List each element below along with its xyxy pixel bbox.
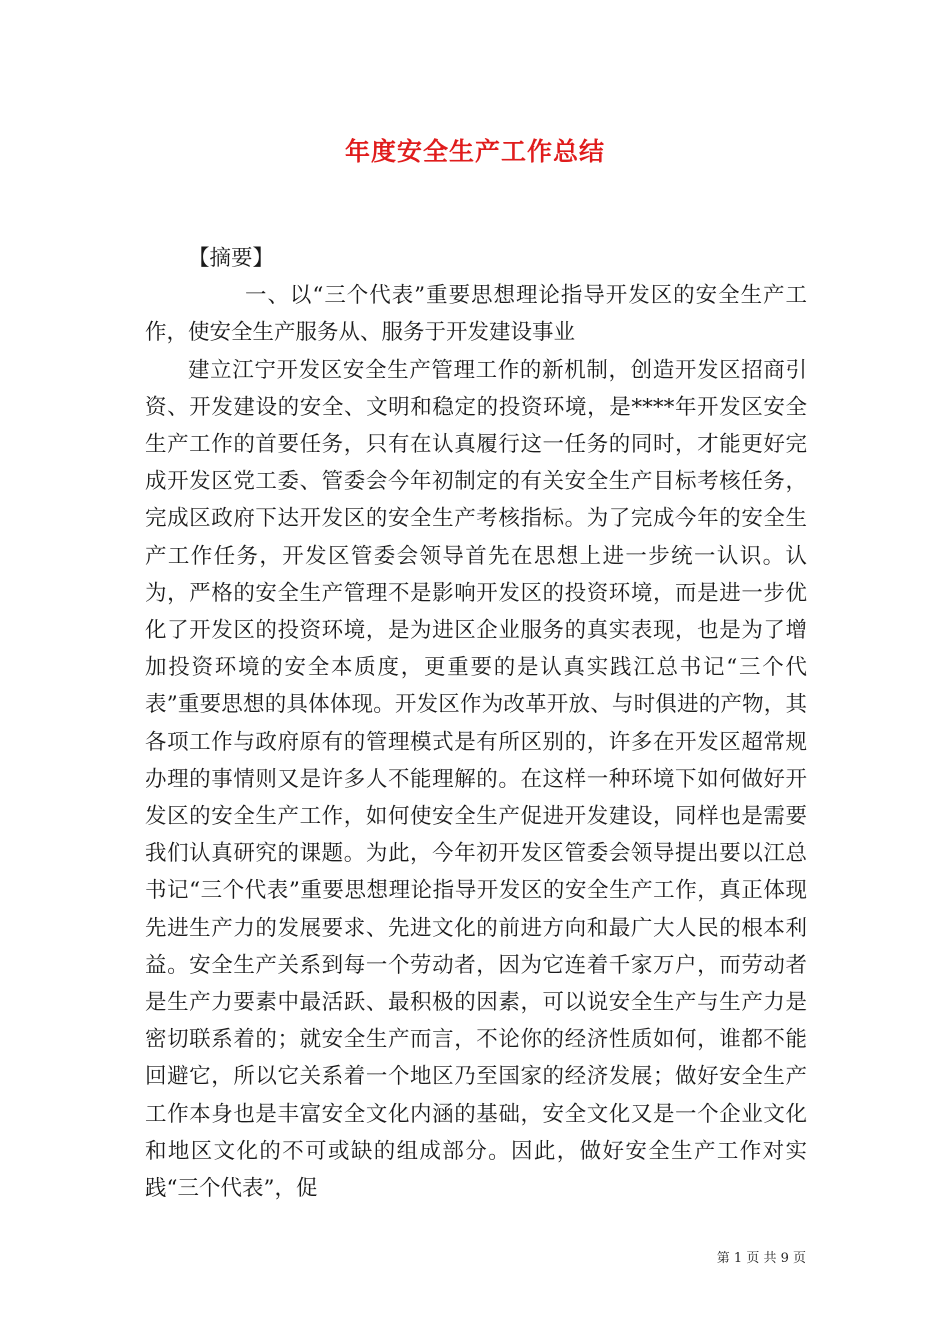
abstract-label: 【摘要】 — [188, 246, 275, 271]
document-title: 年度安全生产工作总结 — [344, 137, 605, 166]
section-heading: 一、以“三个代表”重要思想理论指导开发区的安全生产工作，使安全生产服务从、服务于开发建设事业 — [145, 283, 807, 346]
page-number: 第 1 页 共 9 页 — [716, 1251, 806, 1266]
document-body — [145, 240, 807, 1207]
body-paragraph: 建立江宁开发区安全生产管理工作的新机制，创造开发区招商引资、开发建设的安全、文明和稳定的投资环境，是****年开发区安全生产工作的首要任务，只有在认真履行这一任务的同时，才能更好完成开发区党工委、管委会今年初制定的有关安全生产目标考核任务，完成区政府下达开发区的安全生产考核指标。为了完成今年的安全生产工作任务，开发区管委会领导首先在思想上进一步统一认识。认为，严格的安全生产管理不是影响开发区的投资环境，而是进一步优化了开发区的投资环境，是为进区企业服务的真实表现，也是为了增加投资环境的安全本质度，更重要的是认真实践江总书记“三个代表”重要思想的具体体现。开发区作为改革开放、与时俱进的产物，其各项工作与政府原有的管理模式是有所区别的，许多在开发区超常规办理的事情则又是许多人不能理解的。在这样一种环境下如何做好开发区的安全生产工作，如何使安全生产促进开发建设，同样也是需要我们认真研究的课题。为此，今年初开发区管委会领导提出要以江总书记“三个代表”重要思想理论指导开发区的安全生产工作，真正体现先进生产力的发展要求、先进文化的前进方向和最广大人民的根本利益。安全生产关系到每一个劳动者，因为它连着千家万户，而劳动者是生产力要素中最活跃、最积极的因素，可以说安全生产与生产力是密切联系着的；就安全生产而言，不论你的经济性质如何，谁都不能回避它，所以它关系着一个地区乃至国家的经济发展；做好安全生产工作本身也是丰富安全文化内涵的基础，安全文化又是一个企业文化和地区文化的不可或缺的组成部分。因此，做好安全生产工作对实践“三个代表”，促 — [145, 357, 807, 1202]
